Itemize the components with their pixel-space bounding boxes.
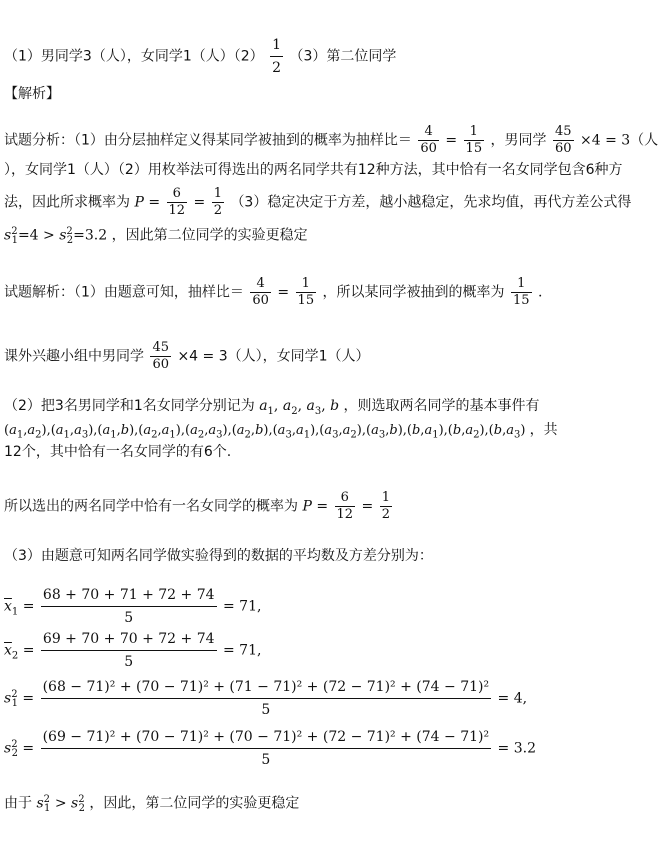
fraction-4-60: $\frac{4}{60}$ bbox=[252, 276, 269, 308]
analysis-heading: 【解析】 bbox=[4, 86, 60, 102]
fraction-45-60: $\frac{45}{60}$ bbox=[152, 340, 169, 372]
fraction-6-12: $\frac{6}{12}$ bbox=[168, 186, 186, 218]
answer-fraction: $\frac{1}{2}$ bbox=[272, 37, 282, 76]
fraction-4-60: $\frac{4}{60}$ bbox=[420, 124, 437, 156]
analysis-line-1: 试题分析：（1）由分层抽样定义得某同学被抽到的概率为抽样比＝ $\frac{4}{60}$ = $\frac{1}{15}$ ，男同学 $\frac{45}{60}$ ×4 = 3（人 bbox=[4, 124, 658, 156]
fraction-1-2: $\frac{1}{2}$ bbox=[381, 490, 390, 522]
conclusion-line: 由于 $s^2_1 > s^2_2$ ，因此，第二位同学的实验更稳定 bbox=[4, 794, 300, 815]
fraction-6-12: $\frac{6}{12}$ bbox=[336, 490, 354, 522]
solution-line-7: （3）由题意可知两名同学做实验得到的数据的平均数及方差分别为： bbox=[4, 548, 433, 564]
fraction-1-15: $\frac{1}{15}$ bbox=[297, 276, 315, 308]
solution-line-5: 12个，其中恰有一名女同学的有6个. bbox=[4, 444, 232, 460]
variance-s2: $s^2_2$ = (69 − 71)² + (70 − 71)² + (70 − 71)² + (72 − 71)² + (74 − 71)² 5 = 3.2 bbox=[4, 726, 536, 771]
mean-x1: $\overline{x}_1$ = $\frac{68 + 70 + 71 + 72 + 74}{5}$ = 71, bbox=[4, 584, 261, 629]
solution-line-2: 课外兴趣小组中男同学 $\frac{45}{60}$ ×4 = 3（人），女同学1（人） bbox=[4, 340, 370, 372]
answer-line bbox=[4, 34, 396, 79]
solution-line-3: （2）把3名男同学和1名女同学分别记为 $a_1$, $a_2$, $a_3$, b ，则选取两名同学的基本事件有 bbox=[4, 398, 540, 417]
answer-part3: （3）第二位同学 bbox=[289, 48, 397, 65]
fraction-s2: (69 − 71)² + (70 − 71)² + (70 − 71)² + (72 − 71)² + (74 − 71)² 5 bbox=[42, 729, 490, 768]
fraction-1-15: $\frac{1}{15}$ bbox=[465, 124, 483, 156]
fraction-1-2: $\frac{1}{2}$ bbox=[213, 186, 222, 218]
fraction-x2: $\frac{69 + 70 + 70 + 72 + 74}{5}$ bbox=[42, 631, 215, 670]
solution-line-1: 试题解析：（1）由题意可知，抽样比＝ $\frac{4}{60}$ = $\frac{1}{15}$ ，所以某同学被抽到的概率为 $\frac{1}{15}$ . bbox=[4, 276, 543, 308]
analysis-line-2: ），女同学1（人）（2）用枚举法可得选出的两名同学共有12种方法，其中恰有一名女同学包含6种方 bbox=[4, 162, 623, 178]
mean-x2: $\overline{x}_2$ = $\frac{69 + 70 + 70 + 72 + 74}{5}$ = 71, bbox=[4, 628, 261, 673]
fraction-s1: (68 − 71)² + (70 − 71)² + (71 − 71)² + (72 − 71)² + (74 − 71)² 5 bbox=[42, 679, 490, 718]
analysis-line-4: $s^2_1=4 > s^2_2=3.2$ ，因此第二位同学的实验更稳定 bbox=[4, 226, 308, 247]
fraction-x1: $\frac{68 + 70 + 71 + 72 + 74}{5}$ bbox=[42, 587, 215, 626]
fraction-45-60: $\frac{45}{60}$ bbox=[555, 124, 572, 156]
answer-part1: （1）男同学3（人），女同学1（人）（2） bbox=[4, 48, 264, 65]
solution-line-6: 所以选出的两名同学中恰有一名女同学的概率为 P = $\frac{6}{12}$ = $\frac{1}{2}$ bbox=[4, 490, 390, 522]
variance-s1: $s^2_1$ = (68 − 71)² + (70 − 71)² + (71 − 71)² + (72 − 71)² + (74 − 71)² 5 = 4, bbox=[4, 676, 527, 721]
solution-line-4-events: $(a_1,a_2),(a_1,a_3),(a_1,b),(a_2,a_1),(a_2,a_3),(a_2,b),(a_3,a_1),(a_3,a_2),(a_3,b),(b,a_1),(b,a_2),(b,a_3)$ ，共 bbox=[4, 422, 558, 441]
analysis-line-3: 法，因此所求概率为 P = $\frac{6}{12}$ = $\frac{1}{2}$ （3）稳定决定于方差，越小越稳定，先求均值，再代方差公式得 bbox=[4, 186, 632, 218]
fraction-1-15: $\frac{1}{15}$ bbox=[513, 276, 530, 308]
